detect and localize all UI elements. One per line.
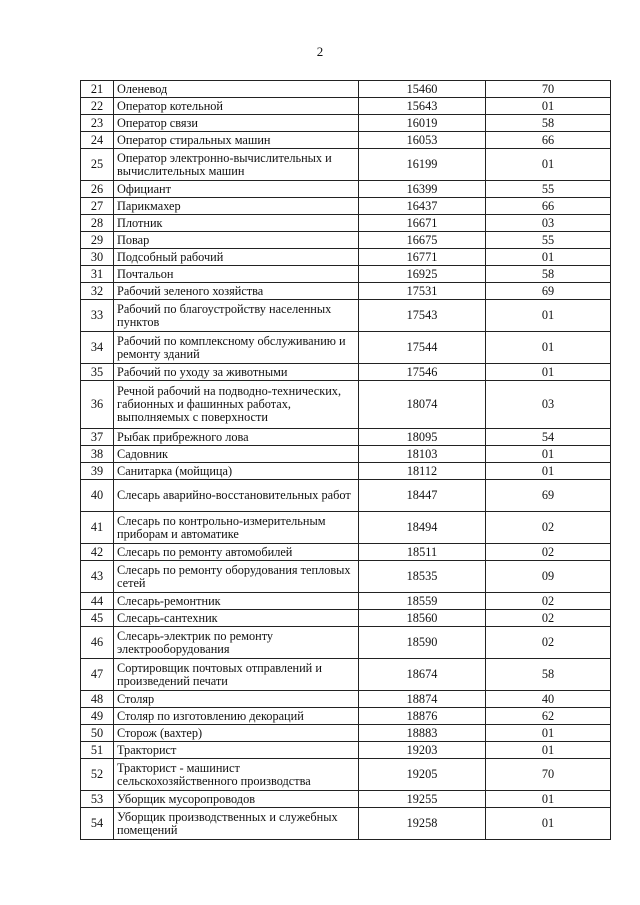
category-code: 70 (486, 81, 611, 98)
category-code: 01 (486, 364, 611, 381)
category-code: 70 (486, 759, 611, 791)
table-row (81, 381, 611, 429)
row-number: 40 (81, 480, 114, 512)
row-number: 41 (81, 512, 114, 544)
table-row (81, 215, 611, 232)
category-code: 03 (486, 215, 611, 232)
profession-code: 18074 (359, 381, 486, 429)
table-row (81, 300, 611, 332)
profession-name: Речной рабочий на подводно-технических, габионных и фашинных работах, выполняемых с поверхности (114, 381, 359, 429)
profession-name: Почтальон (114, 266, 359, 283)
profession-code: 16199 (359, 149, 486, 181)
profession-code: 19258 (359, 808, 486, 840)
category-code: 01 (486, 300, 611, 332)
profession-name: Слесарь аварийно-восстановительных работ (114, 480, 359, 512)
row-number: 53 (81, 791, 114, 808)
table-row (81, 429, 611, 446)
profession-code: 19205 (359, 759, 486, 791)
row-number: 46 (81, 627, 114, 659)
category-code: 01 (486, 249, 611, 266)
table-row (81, 691, 611, 708)
profession-code: 18535 (359, 561, 486, 593)
row-number: 26 (81, 181, 114, 198)
profession-name: Сортировщик почтовых отправлений и произведений печати (114, 659, 359, 691)
category-code: 62 (486, 708, 611, 725)
profession-name: Парикмахер (114, 198, 359, 215)
profession-name: Рыбак прибрежного лова (114, 429, 359, 446)
profession-name: Слесарь по ремонту оборудования тепловых сетей (114, 561, 359, 593)
profession-code: 18447 (359, 480, 486, 512)
category-code: 09 (486, 561, 611, 593)
category-code: 01 (486, 446, 611, 463)
row-number: 30 (81, 249, 114, 266)
table-row (81, 181, 611, 198)
row-number: 33 (81, 300, 114, 332)
row-number: 29 (81, 232, 114, 249)
profession-name: Слесарь по контрольно-измерительным приборам и автоматике (114, 512, 359, 544)
row-number: 44 (81, 593, 114, 610)
table-row (81, 266, 611, 283)
profession-name: Плотник (114, 215, 359, 232)
table-row (81, 132, 611, 149)
profession-code: 16019 (359, 115, 486, 132)
table-row (81, 659, 611, 691)
category-code: 55 (486, 232, 611, 249)
row-number: 54 (81, 808, 114, 840)
profession-name: Тракторист (114, 742, 359, 759)
profession-name: Подсобный рабочий (114, 249, 359, 266)
profession-code: 16437 (359, 198, 486, 215)
category-code: 66 (486, 198, 611, 215)
table-row (81, 149, 611, 181)
row-number: 39 (81, 463, 114, 480)
profession-code: 18103 (359, 446, 486, 463)
table-row (81, 283, 611, 300)
row-number: 51 (81, 742, 114, 759)
row-number: 47 (81, 659, 114, 691)
table-row (81, 115, 611, 132)
row-number: 43 (81, 561, 114, 593)
row-number: 34 (81, 332, 114, 364)
profession-name: Столяр (114, 691, 359, 708)
table-body (81, 81, 611, 840)
profession-name: Оператор котельной (114, 98, 359, 115)
table-row (81, 446, 611, 463)
row-number: 32 (81, 283, 114, 300)
category-code: 02 (486, 593, 611, 610)
profession-code: 16771 (359, 249, 486, 266)
category-code: 01 (486, 332, 611, 364)
profession-name: Официант (114, 181, 359, 198)
profession-name: Санитарка (мойщица) (114, 463, 359, 480)
profession-code: 18883 (359, 725, 486, 742)
profession-code: 17546 (359, 364, 486, 381)
profession-code: 16671 (359, 215, 486, 232)
row-number: 35 (81, 364, 114, 381)
profession-name: Слесарь-сантехник (114, 610, 359, 627)
category-code: 01 (486, 149, 611, 181)
category-code: 40 (486, 691, 611, 708)
category-code: 58 (486, 659, 611, 691)
profession-name: Уборщик мусоропроводов (114, 791, 359, 808)
profession-code: 17544 (359, 332, 486, 364)
category-code: 03 (486, 381, 611, 429)
profession-name: Столяр по изготовлению декораций (114, 708, 359, 725)
category-code: 01 (486, 808, 611, 840)
table-row (81, 561, 611, 593)
page-number: 2 (316, 44, 324, 59)
profession-name: Уборщик производственных и служебных помещений (114, 808, 359, 840)
row-number: 48 (81, 691, 114, 708)
table-row (81, 791, 611, 808)
category-code: 69 (486, 480, 611, 512)
row-number: 50 (81, 725, 114, 742)
row-number: 45 (81, 610, 114, 627)
profession-code: 18559 (359, 593, 486, 610)
table-row (81, 627, 611, 659)
table-row (81, 232, 611, 249)
table-row (81, 725, 611, 742)
category-code: 01 (486, 742, 611, 759)
category-code: 02 (486, 627, 611, 659)
table-row (81, 742, 611, 759)
profession-code: 16675 (359, 232, 486, 249)
category-code: 01 (486, 725, 611, 742)
profession-code: 18876 (359, 708, 486, 725)
table-row (81, 198, 611, 215)
profession-name: Рабочий зеленого хозяйства (114, 283, 359, 300)
table-row (81, 480, 611, 512)
table-row (81, 593, 611, 610)
profession-code: 15643 (359, 98, 486, 115)
profession-name: Слесарь по ремонту автомобилей (114, 544, 359, 561)
table-row (81, 544, 611, 561)
profession-name: Оператор связи (114, 115, 359, 132)
profession-name: Оленевод (114, 81, 359, 98)
profession-code: 16399 (359, 181, 486, 198)
row-number: 24 (81, 132, 114, 149)
row-number: 23 (81, 115, 114, 132)
profession-code: 18095 (359, 429, 486, 446)
profession-name: Садовник (114, 446, 359, 463)
row-number: 22 (81, 98, 114, 115)
profession-code: 16053 (359, 132, 486, 149)
table-row (81, 808, 611, 840)
profession-code: 19255 (359, 791, 486, 808)
row-number: 49 (81, 708, 114, 725)
profession-name: Оператор электронно-вычислительных и вычислительных машин (114, 149, 359, 181)
category-code: 01 (486, 463, 611, 480)
category-code: 02 (486, 544, 611, 561)
profession-name: Рабочий по комплексному обслуживанию и ремонту зданий (114, 332, 359, 364)
professions-table (80, 80, 611, 840)
profession-code: 18874 (359, 691, 486, 708)
profession-name: Тракторист - машинист сельскохозяйственного производства (114, 759, 359, 791)
profession-code: 18590 (359, 627, 486, 659)
profession-code: 19203 (359, 742, 486, 759)
row-number: 37 (81, 429, 114, 446)
profession-code: 18560 (359, 610, 486, 627)
profession-code: 18494 (359, 512, 486, 544)
category-code: 01 (486, 791, 611, 808)
table-row (81, 249, 611, 266)
table-row (81, 463, 611, 480)
table-row (81, 364, 611, 381)
table-row (81, 98, 611, 115)
profession-name: Слесарь-ремонтник (114, 593, 359, 610)
table-row (81, 332, 611, 364)
row-number: 27 (81, 198, 114, 215)
category-code: 55 (486, 181, 611, 198)
profession-name: Сторож (вахтер) (114, 725, 359, 742)
profession-code: 15460 (359, 81, 486, 98)
profession-name: Рабочий по уходу за животными (114, 364, 359, 381)
table-row (81, 759, 611, 791)
profession-code: 17543 (359, 300, 486, 332)
row-number: 28 (81, 215, 114, 232)
table-row (81, 610, 611, 627)
table-row (81, 512, 611, 544)
row-number: 52 (81, 759, 114, 791)
row-number: 42 (81, 544, 114, 561)
profession-name: Рабочий по благоустройству населенных пунктов (114, 300, 359, 332)
row-number: 36 (81, 381, 114, 429)
category-code: 66 (486, 132, 611, 149)
category-code: 58 (486, 115, 611, 132)
profession-code: 18112 (359, 463, 486, 480)
row-number: 21 (81, 81, 114, 98)
table-row (81, 81, 611, 98)
category-code: 01 (486, 98, 611, 115)
category-code: 58 (486, 266, 611, 283)
profession-code: 16925 (359, 266, 486, 283)
profession-name: Слесарь-электрик по ремонту электрооборудования (114, 627, 359, 659)
row-number: 31 (81, 266, 114, 283)
profession-name: Повар (114, 232, 359, 249)
profession-code: 17531 (359, 283, 486, 300)
category-code: 69 (486, 283, 611, 300)
profession-name: Оператор стиральных машин (114, 132, 359, 149)
table-row (81, 708, 611, 725)
category-code: 02 (486, 512, 611, 544)
category-code: 54 (486, 429, 611, 446)
profession-code: 18674 (359, 659, 486, 691)
category-code: 02 (486, 610, 611, 627)
row-number: 38 (81, 446, 114, 463)
row-number: 25 (81, 149, 114, 181)
profession-code: 18511 (359, 544, 486, 561)
